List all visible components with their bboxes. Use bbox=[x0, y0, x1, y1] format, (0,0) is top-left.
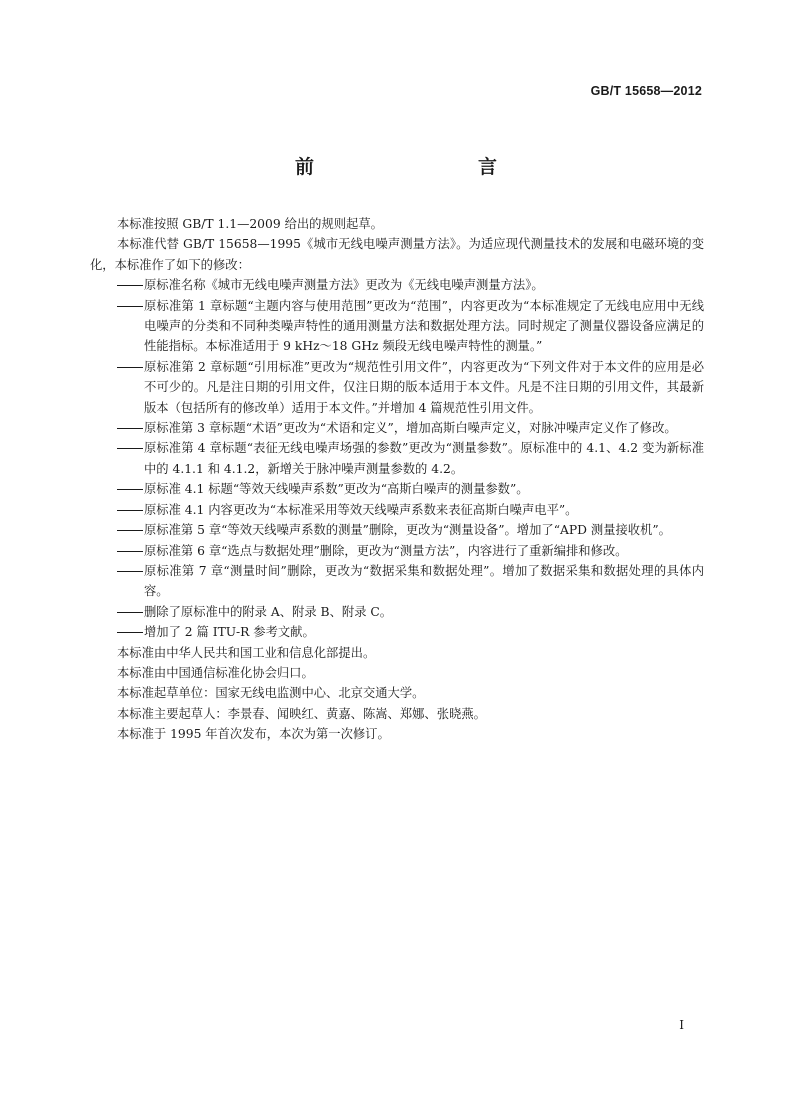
intro-paragraph: 本标准代替 GB/T 15658—1995《城市无线电噪声测量方法》。为适应现代测量技术的发展和电磁环境的变化，本标准作了如下的修改： bbox=[90, 237, 704, 272]
change-item bbox=[90, 479, 704, 499]
change-text: 原标准第 6 章“选点与数据处理”删除，更改为“测量方法”，内容进行了重新编排和修改。 bbox=[144, 543, 628, 558]
change-item bbox=[90, 357, 704, 418]
change-text: 删除了原标准中的附录 A、附录 B、附录 C。 bbox=[144, 604, 393, 619]
change-text: 原标准第 2 章标题“引用标准”更改为“规范性引用文件”，内容更改为“下列文件对于本文件的应用是必不可少的。凡是注日期的引用文件，仅注日期的版本适用于本文件。凡是不注日期的引用文件，其最新版本（包括所有的修改单）适用于本文件。”并增加 4 篇规范性引用文件。 bbox=[144, 359, 704, 415]
change-text: 原标准 4.1 标题“等效天线噪声系数”更改为“高斯白噪声的测量参数”。 bbox=[144, 482, 529, 497]
closing-paragraph: 本标准主要起草人：李景春、闻映红、黄嘉、陈嵩、郑娜、张晓燕。 bbox=[117, 706, 486, 721]
change-item bbox=[90, 602, 704, 622]
closing-paragraph: 本标准由中国通信标准化协会归口。 bbox=[117, 665, 314, 680]
change-text: 原标准第 5 章“等效天线噪声系数的测量”删除，更改为“测量设备”。增加了“APD 测量接收机”。 bbox=[144, 523, 671, 538]
foreword-body bbox=[90, 214, 704, 745]
change-item bbox=[90, 438, 704, 479]
change-text: 原标准第 3 章标题“术语”更改为“术语和定义”，增加高斯白噪声定义，对脉冲噪声定义作了修改。 bbox=[144, 421, 677, 436]
change-item bbox=[90, 296, 704, 357]
closing-paragraph: 本标准于 1995 年首次发布，本次为第一次修订。 bbox=[117, 727, 390, 742]
change-item bbox=[90, 520, 704, 540]
change-text: 原标准第 1 章标题“主题内容与使用范围”更改为“范围”，内容更改为“本标准规定了无线电应用中无线电噪声的分类和不同种类噪声特性的通用测量方法和数据处理方法。同时规定了测量仪器设备应满足的性能指标。本标准适用于 9 kHz～18 GHz 频段无线电噪声特性的测量。” bbox=[144, 298, 704, 354]
change-item bbox=[90, 418, 704, 438]
change-item bbox=[90, 541, 704, 561]
change-item bbox=[90, 622, 704, 642]
page-number: I bbox=[679, 1018, 684, 1032]
intro-paragraph: 本标准按照 GB/T 1.1—2009 给出的规则起草。 bbox=[117, 217, 383, 231]
closing-paragraph: 本标准由中华人民共和国工业和信息化部提出。 bbox=[117, 645, 376, 660]
page-title: 前 言 bbox=[294, 156, 539, 178]
change-item bbox=[90, 500, 704, 520]
change-text: 原标准第 7 章“测量时间”删除，更改为“数据采集和数据处理”。增加了数据采集和数据处理的具体内容。 bbox=[144, 563, 704, 599]
standard-code: GB/T 15658—2012 bbox=[590, 84, 702, 98]
change-text: 原标准名称《城市无线电噪声测量方法》更改为《无线电噪声测量方法》。 bbox=[144, 278, 544, 293]
change-text: 增加了 2 篇 ITU-R 参考文献。 bbox=[144, 625, 315, 640]
change-text: 原标准第 4 章标题“表征无线电噪声场强的参数”更改为“测量参数”。原标准中的 4.1、4.2 变为新标准中的 4.1.1 和 4.1.2，新增关于脉冲噪声测量参数的 4.2。 bbox=[144, 441, 704, 476]
closing-paragraph: 本标准起草单位：国家无线电监测中心、北京交通大学。 bbox=[117, 686, 425, 701]
change-text: 原标准 4.1 内容更改为“本标准采用等效天线噪声系数来表征高斯白噪声电平”。 bbox=[144, 502, 578, 517]
change-item bbox=[90, 561, 704, 602]
change-item bbox=[90, 275, 704, 295]
